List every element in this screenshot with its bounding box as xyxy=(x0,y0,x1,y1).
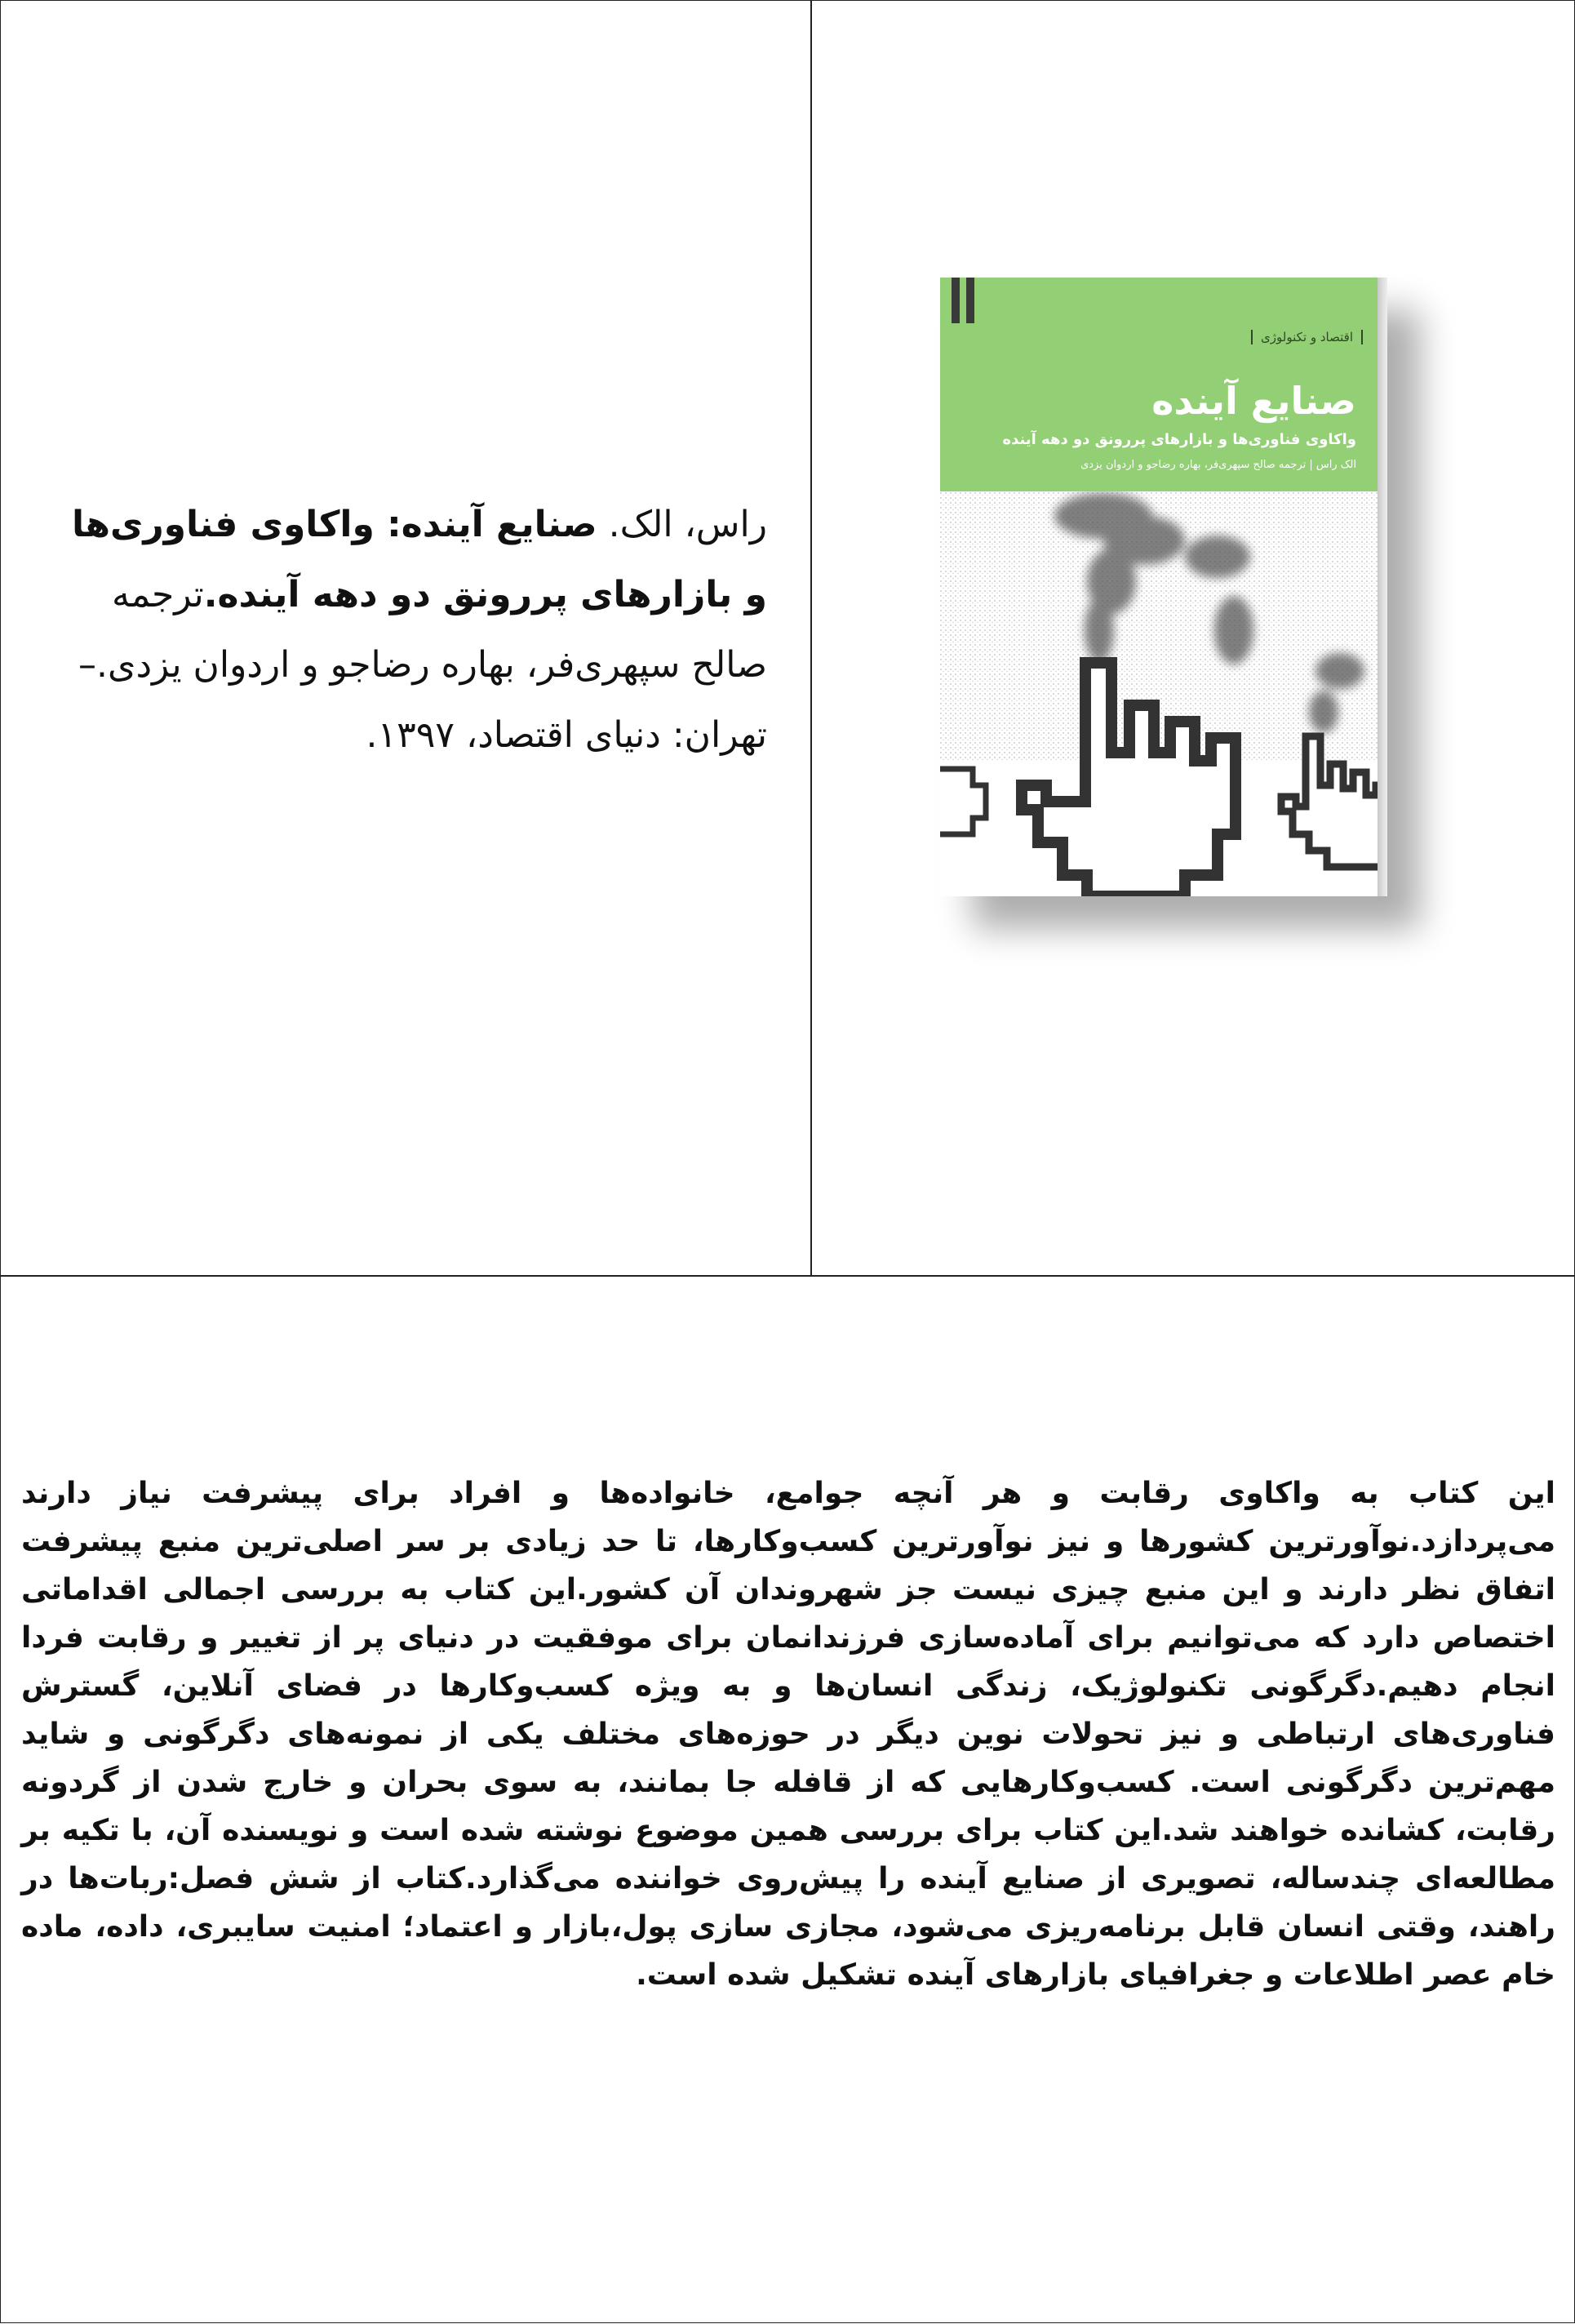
pointer-hand-icon xyxy=(940,769,986,834)
citation xyxy=(49,490,767,771)
cover-title-band xyxy=(940,278,1387,491)
cover-subtitle: واکاوی فناوری‌ها و بازارهای پررونق دو دهه آینده xyxy=(1002,431,1356,448)
publisher-logo-icon xyxy=(952,278,974,323)
cover-illustration xyxy=(940,491,1387,896)
citation-publication: – تهران: دنیای اقتصاد، ۱۳۹۷. xyxy=(78,644,767,756)
citation-author: راس، الک. xyxy=(608,504,767,545)
cover-credits: الک راس | ترجمه صالح سپهری‌فر، بهاره رضاجو و اردوان یزدی xyxy=(1080,459,1356,471)
cover-series-label: اقتصاد و تکنولوژی xyxy=(1251,330,1363,344)
book-cover xyxy=(940,278,1387,896)
column-divider xyxy=(810,0,812,1275)
citation-translation: ترجمه صالح سپهری‌فر، بهاره رضاجو و اردوان یزدی. xyxy=(96,574,767,686)
row-divider xyxy=(0,1275,1575,1277)
citation-title: صنایع آینده: واکاوی فناوری‌ها و بازارهای پررونق دو دهه آینده. xyxy=(71,504,767,615)
cover-spine-edge xyxy=(1378,278,1387,896)
cover-title: صنایع آینده xyxy=(1151,379,1356,423)
book-description: این کتاب به واکاوی رقابت و هر آنچه جوامع، خانواده‌ها و افراد برای پیشرفت نیاز دارند می‌پردازد.نوآورترین کشورها و نیز نوآورترین کسب‌وکارها، تا حد زیادی بر سر اصلی‌ترین منبع پیشرفت اتفاق نظر دارند و این منبع چیزی نیست جز شهروندان آن کشور.این کتاب به بررسی اجمالی اقداماتی اختصاص دارد که می‌توانیم برای آماده‌سازی فرزندانمان برای موفقیت در دنیای پر از تغییر و رقابت فردا انجام دهیم.دگرگونی تکنولوژیک، زندگی انسان‌ها و به ویژه کسب‌وکارها در فضای آنلاین، گسترش فناوری‌های ارتباطی و نیز تحولات نوین دیگر در حوزه‌های مختلف یکی از نمونه‌های دگرگونی و شاید مهم‌ترین دگرگونی است. کسب‌وکارهایی که از قافله جا بمانند، به سوی بحران و خارج شدن از گردونه رقابت، کشانده خواهند شد.این کتاب برای بررسی همین موضوع نوشته شده است و نویسنده آن، با تکیه بر مطالعه‌ای چندساله، تصویری از صنایع آینده را پیش‌روی خواننده می‌گذارد.کتاب از شش فصل:ربات‌ها در راهند، وقتی انسان قابل برنامه‌ریزی می‌شود، مجازی سازی پول،بازار و اعتماد؛ امنیت سایبری، داده، ماده خام عصر اطلاعات و جغرافیای بازارهای آینده تشکیل شده است. xyxy=(21,1477,1555,1992)
